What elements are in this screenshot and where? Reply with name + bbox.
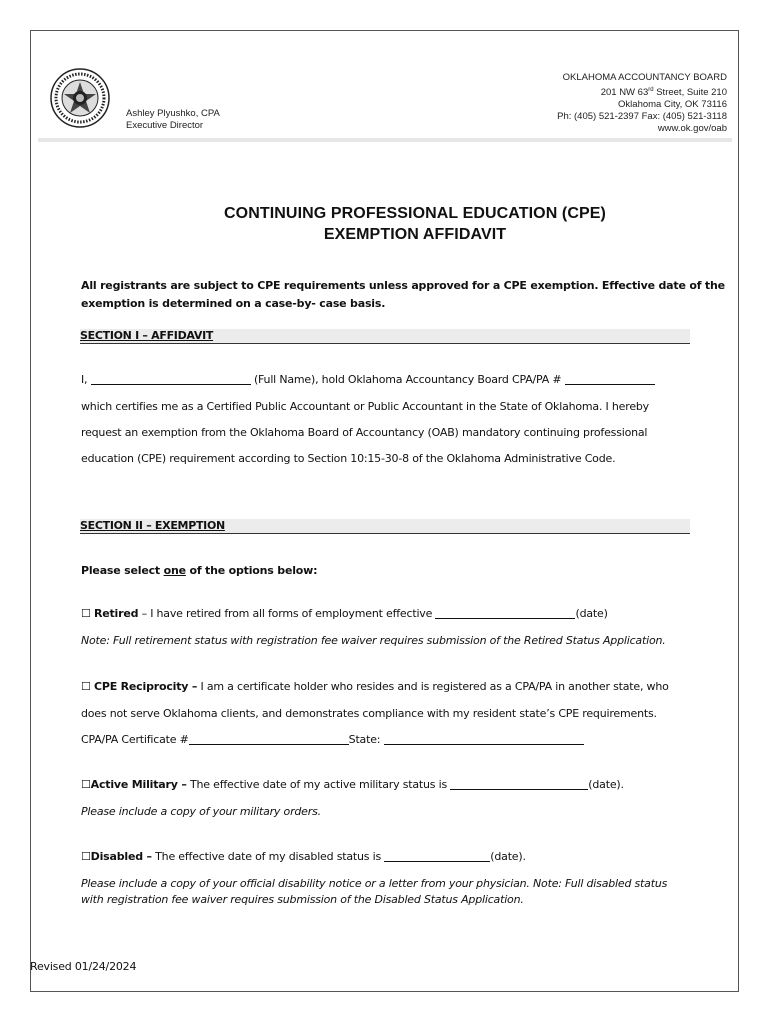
board-address-block: [467, 72, 727, 135]
retired-note: Note: Full retirement status with registration fee waiver requires submission of the Retired Status Application.: [81, 634, 666, 647]
state-field[interactable]: [384, 733, 584, 745]
license-number-field[interactable]: [565, 373, 655, 385]
certificate-number-field[interactable]: [189, 733, 349, 745]
section1-heading: SECTION I – AFFIDAVIT: [80, 329, 214, 342]
board-city: Oklahoma City, OK 73116: [618, 99, 727, 111]
retired-checkbox[interactable]: ☐: [81, 607, 91, 620]
intro-line2: exemption is determined on a case-by- case basis.: [81, 297, 386, 310]
board-phone-fax: Ph: (405) 521-2397 Fax: (405) 521-3118: [557, 111, 727, 123]
disabled-option: ☐Disabled – The effective date of my disabled status is (date).: [81, 850, 526, 863]
retired-option: ☐ Retired – I have retired from all forms of employment effective (date): [81, 607, 608, 620]
document-page: [30, 30, 739, 992]
director-title: Executive Director: [126, 120, 204, 131]
reciprocity-line3: CPA/PA Certificate # State:: [81, 733, 693, 746]
director-block: [126, 108, 220, 132]
board-website: www.ok.gov/oab: [657, 123, 727, 135]
revised-date: Revised 01/24/2024: [30, 960, 137, 973]
disabled-label: Disabled –: [90, 850, 152, 863]
disabled-date-field[interactable]: [384, 850, 490, 862]
oklahoma-state-seal-icon: [50, 68, 110, 128]
form-title-line2: EXEMPTION AFFIDAVIT: [323, 226, 507, 243]
select-instruction: Please select one of the options below:: [81, 564, 318, 577]
disabled-note-line2: with registration fee waiver requires submission of the Disabled Status Application.: [81, 893, 524, 906]
form-title-line1: CONTINUING PROFESSIONAL EDUCATION (CPE): [224, 205, 606, 222]
reciprocity-label: CPE Reciprocity –: [93, 680, 198, 693]
intro-line1: All registrants are subject to CPE requirements unless approved for a CPE exemption. Effective date of the: [81, 279, 725, 292]
retired-label: Retired: [93, 607, 139, 620]
military-note: Please include a copy of your military orders.: [81, 805, 321, 818]
section2-heading: SECTION II – EXEMPTION: [80, 519, 225, 532]
affidavit-line4: education (CPE) requirement according to Section 10:15-30-8 of the Oklahoma Administrative Code.: [81, 452, 616, 465]
board-name: OKLAHOMA ACCOUNTANCY BOARD: [562, 72, 727, 83]
director-name: Ashley Plyushko, CPA: [126, 108, 220, 119]
reciprocity-checkbox[interactable]: ☐: [81, 680, 91, 693]
reciprocity-option: ☐ CPE Reciprocity – I am a certificate holder who resides and is registered as a CPA/PA in another state, who: [81, 680, 669, 693]
military-option: ☐Active Military – The effective date of my active military status is (date).: [81, 778, 624, 791]
affidavit-line3: request an exemption from the Oklahoma Board of Accountancy (OAB) mandatory continuing professional: [81, 426, 648, 439]
board-street: 201 NW 63rd Street, Suite 210: [600, 87, 727, 99]
retired-date-field[interactable]: [435, 607, 575, 619]
header-divider: [38, 138, 732, 142]
section1-header-bar: [80, 329, 690, 344]
disabled-checkbox[interactable]: ☐: [81, 850, 91, 863]
military-label: Active Military –: [90, 778, 187, 791]
reciprocity-line2: does not serve Oklahoma clients, and demonstrates compliance with my resident state’s CPE requirements.: [81, 707, 657, 720]
military-date-field[interactable]: [450, 778, 588, 790]
affidavit-line2: which certifies me as a Certified Public Accountant or Public Accountant in the State of Oklahoma. I hereby: [81, 400, 649, 413]
full-name-field[interactable]: [91, 373, 251, 385]
disabled-note-line1: Please include a copy of your official disability notice or a letter from your physician. Note: Full disabled status: [81, 877, 668, 890]
affidavit-line1: I, (Full Name), hold Oklahoma Accountancy Board CPA/PA #: [81, 373, 693, 386]
military-checkbox[interactable]: ☐: [81, 778, 91, 791]
section2-header-bar: [80, 519, 690, 534]
